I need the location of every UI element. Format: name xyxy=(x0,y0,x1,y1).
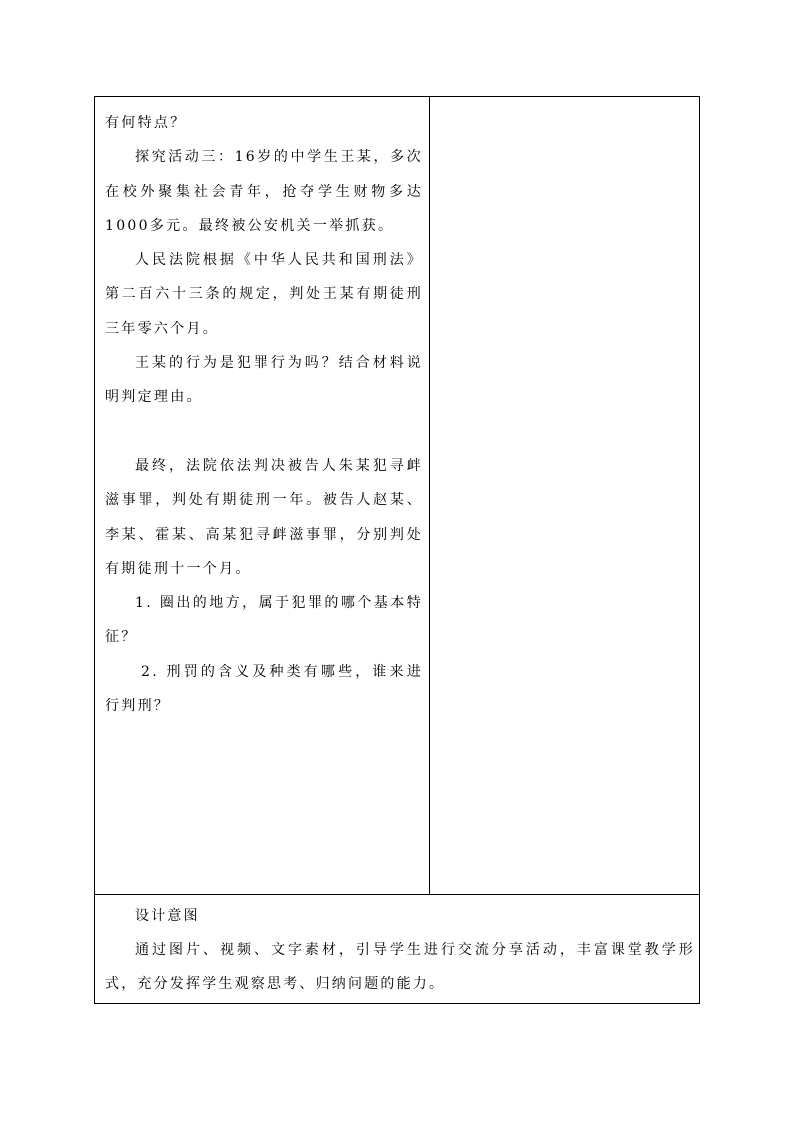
design-intent-title: 设计意图 xyxy=(135,908,200,924)
paragraph-spacer xyxy=(105,415,423,449)
paragraph-activity-three: 探究活动三：16岁的中学生王某，多次在校外聚集社会青年，抢夺学生财物多达1000多元。最终被公安机关一举抓获。 xyxy=(105,149,423,234)
lesson-plan-table xyxy=(94,96,700,1004)
activity-text-block xyxy=(105,106,423,723)
design-intent-block xyxy=(105,899,695,1001)
paragraph-final-verdict: 最终，法院依法判决被告人朱某犯寻衅滋事罪，判处有期徒刑一年。被告人赵某、李某、霍某、高某犯寻衅滋事罪，分别判处有期徒刑十一个月。 xyxy=(105,457,423,577)
teacher-notes-cell xyxy=(431,97,699,894)
question-item-1: 1. 圈出的地方，属于犯罪的哪个基本特征？ xyxy=(105,595,423,646)
paragraph-question-crime: 王某的行为是犯罪行为吗？结合材料说明判定理由。 xyxy=(105,355,423,406)
design-intent-body: 通过图片、视频、文字素材，引导学生进行交流分享活动，丰富课堂教学形式，充分发挥学生观察思考、归纳问题的能力。 xyxy=(105,942,695,992)
paragraph-question-end: 有何特点？ xyxy=(105,115,187,131)
activity-content-cell xyxy=(95,97,430,894)
table-row-design-intent xyxy=(95,895,699,1003)
table-row-activities xyxy=(95,97,699,895)
question-item-2: 2. 刑罚的含义及种类有哪些，谁来进行判刑？ xyxy=(105,663,423,715)
paragraph-court-ruling: 人民法院根据《中华人民共和国刑法》第二百六十三条的规定，判处王某有期徒刑三年零六个月。 xyxy=(105,252,423,337)
